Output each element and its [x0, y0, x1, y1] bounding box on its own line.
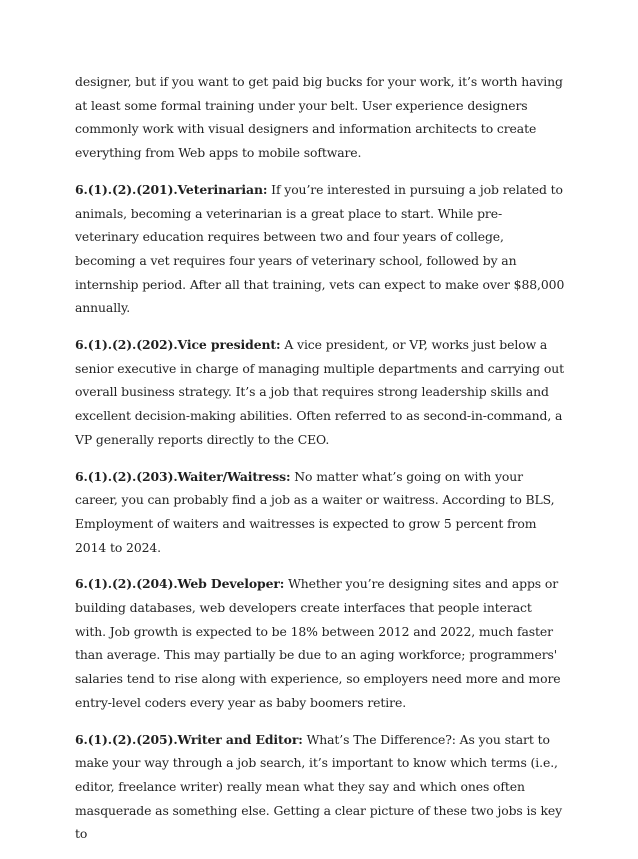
- term-heading: 6.(1).(2).(203).Waiter/Waitress:: [75, 468, 291, 484]
- paragraph-text: A vice president, or VP, works just below a senior executive in charge of managing multiple departments and carrying out overall business strategy. It’s a job that requires strong leadership skills and excellent decision-making abilities. Often referred to as second-in-command, a VP generally reports directly to the CEO.: [75, 337, 564, 447]
- term-heading: 6.(1).(2).(204).Web Developer:: [75, 576, 285, 592]
- paragraph-text: What’s The Difference?: As you start to make your way through a job search, it’s important to know which terms (i.e., editor, freelance writer) really mean what they say and which ones often masquerade as something else. Getting a clear picture of these two jobs is key to: [75, 731, 562, 842]
- paragraph-text: Whether you’re designing sites and apps or building databases, web developers create interfaces that people interact with. Job growth is expected to be 18% between 2012 and 2022, much faster than average. This may partially be due to an aging workforce; programmers' salaries tend to rise along with experience, so employers need more and more entry-level coders every year as baby boomers retire.: [75, 576, 561, 710]
- paragraph-web-developer: [75, 572, 565, 714]
- paragraph-ux-designer-continued: [75, 70, 565, 165]
- paragraph-text: No matter what’s going on with your career, you can probably find a job as a waiter or waitress. According to BLS, Employment of waiters and waitresses is expected to grow 5 percent from 2014 to 2024.: [75, 468, 555, 555]
- term-heading: 6.(1).(2).(201).Veterinarian:: [75, 181, 268, 197]
- paragraph-veterinarian: [75, 178, 565, 320]
- paragraph-waiter-waitress: [75, 465, 565, 560]
- paragraph-text: If you’re interested in pursuing a job related to animals, becoming a veterinarian is a great place to start. While pre-veterinary education requires between two and four years of college, becoming a vet requires four years of veterinary school, followed by an internship period. After all that training, vets can expect to make over $88,000 annually.: [75, 181, 565, 316]
- term-heading: 6.(1).(2).(205).Writer and Editor:: [75, 731, 303, 747]
- paragraph-vice-president: [75, 333, 565, 452]
- document-page: [75, 70, 565, 859]
- paragraph-text: designer, but if you want to get paid big bucks for your work, it’s worth having at least some formal training under your belt. User experience designers commonly work with visual designers and information architects to create everything from Web apps to mobile software.: [75, 74, 563, 161]
- paragraph-writer-editor: [75, 728, 565, 847]
- term-heading: 6.(1).(2).(202).Vice president:: [75, 337, 281, 353]
